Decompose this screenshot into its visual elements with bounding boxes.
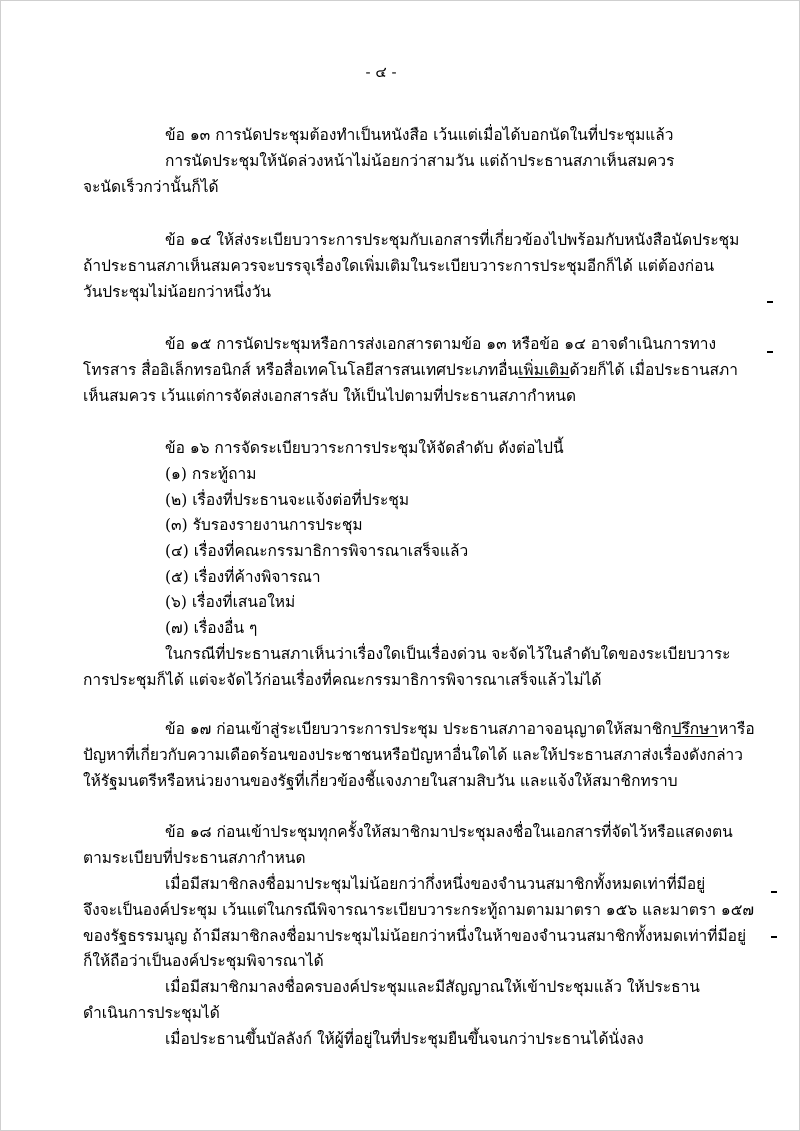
- clause-14-line-1: ข้อ ๑๔ ให้ส่งระเบียบวาระการประชุมกับเอกสารที่เกี่ยวข้องไปพร้อมกับหนังสือนัดประชุม: [165, 231, 740, 249]
- clause-18-p3-line-1: เมื่อมีสมาชิกมาลงชื่อครบองค์ประชุมและมีสัญญาณให้เข้าประชุมแล้ว ให้ประธาน: [165, 978, 700, 996]
- clause-16-intro: ข้อ ๑๖ การจัดระเบียบวาระการประชุมให้จัดลำดับ ดังต่อไปนี้: [165, 439, 564, 457]
- clause-15-line-3: เห็นสมควร เว้นแต่การจัดส่งเอกสารลับ ให้เป็นไปตามที่ประธานสภากำหนด: [83, 387, 577, 405]
- clause-16-note-line-1: ในกรณีที่ประธานสภาเห็นว่าเรื่องใดเป็นเรื่องด่วน จะจัดไว้ในลำดับใดของระเบียบวาระ: [165, 645, 731, 663]
- clause-17-line-1: [165, 716, 755, 742]
- clause-17-line-2: ปัญหาที่เกี่ยวกับความเดือดร้อนของประชาชนหรือปัญหาอื่นใดได้ และให้ประธานสภาส่งเรื่องดังกล่าว: [83, 746, 743, 764]
- clause-18-p3-line-2: ดำเนินการประชุมได้: [83, 1004, 220, 1022]
- scan-mark: [767, 351, 773, 353]
- scan-mark: [767, 301, 773, 303]
- clause-18-line-1: ข้อ ๑๘ ก่อนเข้าประชุมทุกครั้งให้สมาชิกมาประชุมลงชื่อในเอกสารที่จัดไว้หรือแสดงตน: [165, 823, 733, 841]
- clause-13-line-3: จะนัดเร็วกว่านั้นก็ได้: [83, 178, 219, 196]
- clause-15-line-2-b: ด้วยก็ได้ เมื่อประธานสภา: [569, 361, 738, 379]
- clause-14-line-2: ถ้าประธานสภาเห็นสมควรจะบรรจุเรื่องใดเพิ่มเติมในระเบียบวาระการประชุมอีกก็ได้ แต่ต้องก่อน: [83, 257, 715, 275]
- clause-18-p2-line-4: ก็ให้ถือว่าเป็นองค์ประชุมพิจารณาได้: [83, 952, 324, 970]
- list-item: (๓) รับรองรายงานการประชุม: [165, 516, 363, 534]
- clause-15-line-2: [83, 357, 738, 383]
- list-item: (๕) เรื่องที่ค้างพิจารณา: [165, 568, 321, 586]
- clause-17-line-1-a: ข้อ ๑๗ ก่อนเข้าสู่ระเบียบวาระการประชุม ประธานสภาอาจอนุญาตให้สมาชิก: [165, 720, 672, 738]
- clause-18-line-2: ตามระเบียบที่ประธานสภากำหนด: [83, 849, 306, 867]
- underlined-word-consult: ปรึกษา: [671, 720, 719, 738]
- underlined-word-additional: เพิ่มเติม: [518, 361, 570, 379]
- list-item: (๗) เรื่องอื่น ๆ: [165, 619, 258, 637]
- clause-14-line-3: วันประชุมไม่น้อยกว่าหนึ่งวัน: [83, 283, 271, 301]
- list-item: (๑) กระทู้ถาม: [165, 465, 257, 483]
- clause-17-line-1-b: หารือ: [718, 720, 755, 738]
- clause-18-p2-line-2: จึงจะเป็นองค์ประชุม เว้นแต่ในกรณีพิจารณาระเบียบวาระกระทู้ถามตามมาตรา ๑๕๖ และมาตรา ๑๕๗: [83, 901, 755, 919]
- clause-15-line-1: ข้อ ๑๕ การนัดประชุมหรือการส่งเอกสารตามข้อ ๑๓ หรือข้อ ๑๔ อาจดำเนินการทาง: [165, 335, 717, 353]
- list-item: (๔) เรื่องที่คณะกรรมาธิการพิจารณาเสร็จแล้ว: [165, 542, 469, 560]
- clause-15-line-2-a: โทรสาร สื่ออิเล็กทรอนิกส์ หรือสื่อเทคโนโลยีสารสนเทศประเภทอื่น: [83, 361, 519, 379]
- clause-17-line-3: ให้รัฐมนตรีหรือหน่วยงานของรัฐที่เกี่ยวข้องชี้แจงภายในสามสิบวัน และแจ้งให้สมาชิกทราบ: [83, 772, 678, 790]
- page-number: - ๔ -: [365, 63, 397, 81]
- clause-13-line-2: การนัดประชุมให้นัดล่วงหน้าไม่น้อยกว่าสามวัน แต่ถ้าประธานสภาเห็นสมควร: [165, 152, 675, 170]
- scan-mark: [771, 936, 777, 938]
- scan-mark: [771, 891, 777, 893]
- clause-18-p2-line-1: เมื่อมีสมาชิกลงชื่อมาประชุมไม่น้อยกว่ากึ่งหนึ่งของจำนวนสมาชิกทั้งหมดเท่าที่มีอยู่: [165, 875, 706, 893]
- clause-13-line-1: ข้อ ๑๓ การนัดประชุมต้องทำเป็นหนังสือ เว้นแต่เมื่อได้บอกนัดในที่ประชุมแล้ว: [165, 126, 674, 144]
- clause-18-p2-line-3: ของรัฐธรรมนูญ ถ้ามีสมาชิกลงชื่อมาประชุมไม่น้อยกว่าหนึ่งในห้าของจำนวนสมาชิกทั้งหมดเท่าที่มีอยู่: [83, 927, 747, 945]
- clause-16-note-line-2: การประชุมก็ได้ แต่จะจัดไว้ก่อนเรื่องที่คณะกรรมาธิการพิจารณาเสร็จแล้วไม่ได้: [83, 671, 602, 689]
- list-item: (๒) เรื่องที่ประธานจะแจ้งต่อที่ประชุม: [165, 491, 410, 509]
- list-item: (๖) เรื่องที่เสนอใหม่: [165, 593, 296, 611]
- clause-18-p4-line-1: เมื่อประธานขึ้นบัลลังก์ ให้ผู้ที่อยู่ในที่ประชุมยืนขึ้นจนกว่าประธานได้นั่งลง: [165, 1030, 644, 1048]
